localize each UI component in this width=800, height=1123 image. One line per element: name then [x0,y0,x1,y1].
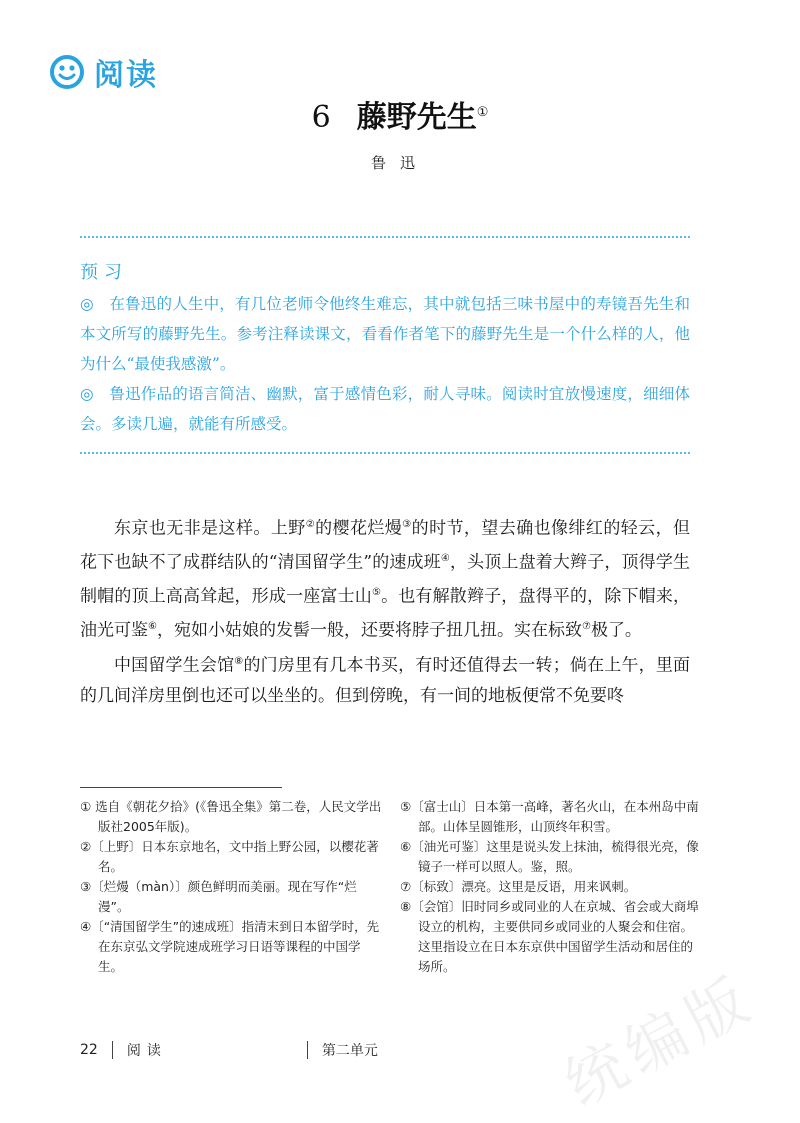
body-text-segment: 极了。 [590,621,642,642]
author: 鲁迅 [370,154,429,172]
lesson-number: 6 [311,100,331,135]
body-text-segment: 。也有解散辫子，盘得平的，除下帽来，油光可鉴 [80,586,691,642]
preview-bottom-divider [80,452,690,454]
body-paragraph-1 [80,510,690,647]
footnote-item: ②〔上野〕日本东京地名，文中指上野公园，以樱花著名。 [80,839,379,874]
body-paragraph-2 [80,647,690,712]
preview-top-divider [80,236,690,238]
body-text-segment: 的樱花烂熳 [315,518,403,539]
footnote-ref: ② [305,519,316,530]
preview-text-2: ◎ 鲁迅作品的语言简洁、幽默，富于感情色彩，耐人寻味。阅读时宜放慢速度，细细体会。多读几遍，就能有所感受。 [80,385,690,433]
page-footer [80,1040,378,1060]
footer-separator [112,1041,113,1059]
body-text-segment: 中国留学生会馆 [114,655,235,676]
footnote-ref: ⑧ [234,655,244,667]
body-text [80,510,690,711]
footnote-item: ③〔烂熳（màn）〕颜色鲜明而美丽。现在写作“烂漫”。 [80,879,357,914]
footnote-ref: ⑦ [581,621,591,633]
footnote-item: ① 选自《朝花夕拾》(《鲁迅全集》第二卷，人民文学出版社2005年版)。 [80,799,382,834]
footnote-ref: ⑥ [148,621,157,633]
section-title: 阅读 [94,58,158,93]
body-text-segment: ，头顶上盘着大辫子，顶得学生制帽的顶上高高耸起，形成一座富士山 [80,552,690,607]
preview-text-1: ◎ 在鲁迅的人生中，有几位老师令他终生难忘，其中就包括三味书屋中的寿镜吾先生和本文所写的藤野先生。参考注释读课文，看看作者笔下的藤野先生是一个什么样的人，他为什么“最使我感激”。 [80,295,690,373]
smiley-icon [50,55,84,89]
footer-unit: 第二单元 [321,1043,378,1059]
body-text-segment: 的门房里有几本书买，有时还值得去一转；倘在上午，里面的几间洋房里倒也还可以坐坐的。但到傍晚，有一间的地板便常不免要咚 [80,655,691,706]
lesson-note-ref: ① [476,105,489,120]
footnote-item: ⑧〔会馆〕旧时同乡或同业的人在京城、省会或大商埠设立的机构，主要供同乡或同业的人聚会和住宿。这里指设立在日本东京供中国留学生活动和居住的场所。 [400,899,699,974]
footnote-ref: ④ [440,553,450,565]
footnote-item: ④〔“清国留学生”的速成班〕指清末到日本留学时，先在东京弘文学院速成班学习日语等课程的中国学生。 [80,919,380,974]
footnote-ref: ⑤ [371,587,382,599]
preview-paragraph-2 [80,379,690,439]
body-text-segment: ，宛如小姑娘的发髻一般，还要将脖子扭几扭。实在标致 [156,621,582,642]
preview-paragraph-1 [80,289,690,379]
footnote-item: ⑥〔油光可鉴〕这里是说头发上抹油，梳得很光亮，像镜子一样可以照人。鉴，照。 [400,839,699,874]
footer-separator [307,1041,308,1059]
footnote-divider [80,787,282,788]
watermark: 统编版 [553,962,767,1121]
body-text-segment: 东京也无非是这样。上野 [114,518,306,539]
footnotes-left [80,797,385,977]
footnotes-right [400,797,705,977]
section-header [50,50,158,94]
footnote-item: ⑤〔富士山〕日本第一高峰，著名火山，在本州岛中南部。山体呈圆锥形，山顶终年积雪。 [400,799,699,834]
preview-heading: 预习 [80,262,128,283]
body-text-segment: 的时节，望去确也像绯红的轻云，但花下也缺不了成群结队的“清国留学生”的速成班 [80,518,691,573]
page-number: 22 [80,1042,98,1058]
lesson-title [0,92,800,136]
lesson-title-text: 藤野先生 [356,100,477,135]
footnote-item: ⑦〔标致〕漂亮。这里是反语，用来讽刺。 [400,879,637,894]
footer-section: 阅读 [126,1043,167,1059]
footnote-ref: ③ [402,519,412,530]
